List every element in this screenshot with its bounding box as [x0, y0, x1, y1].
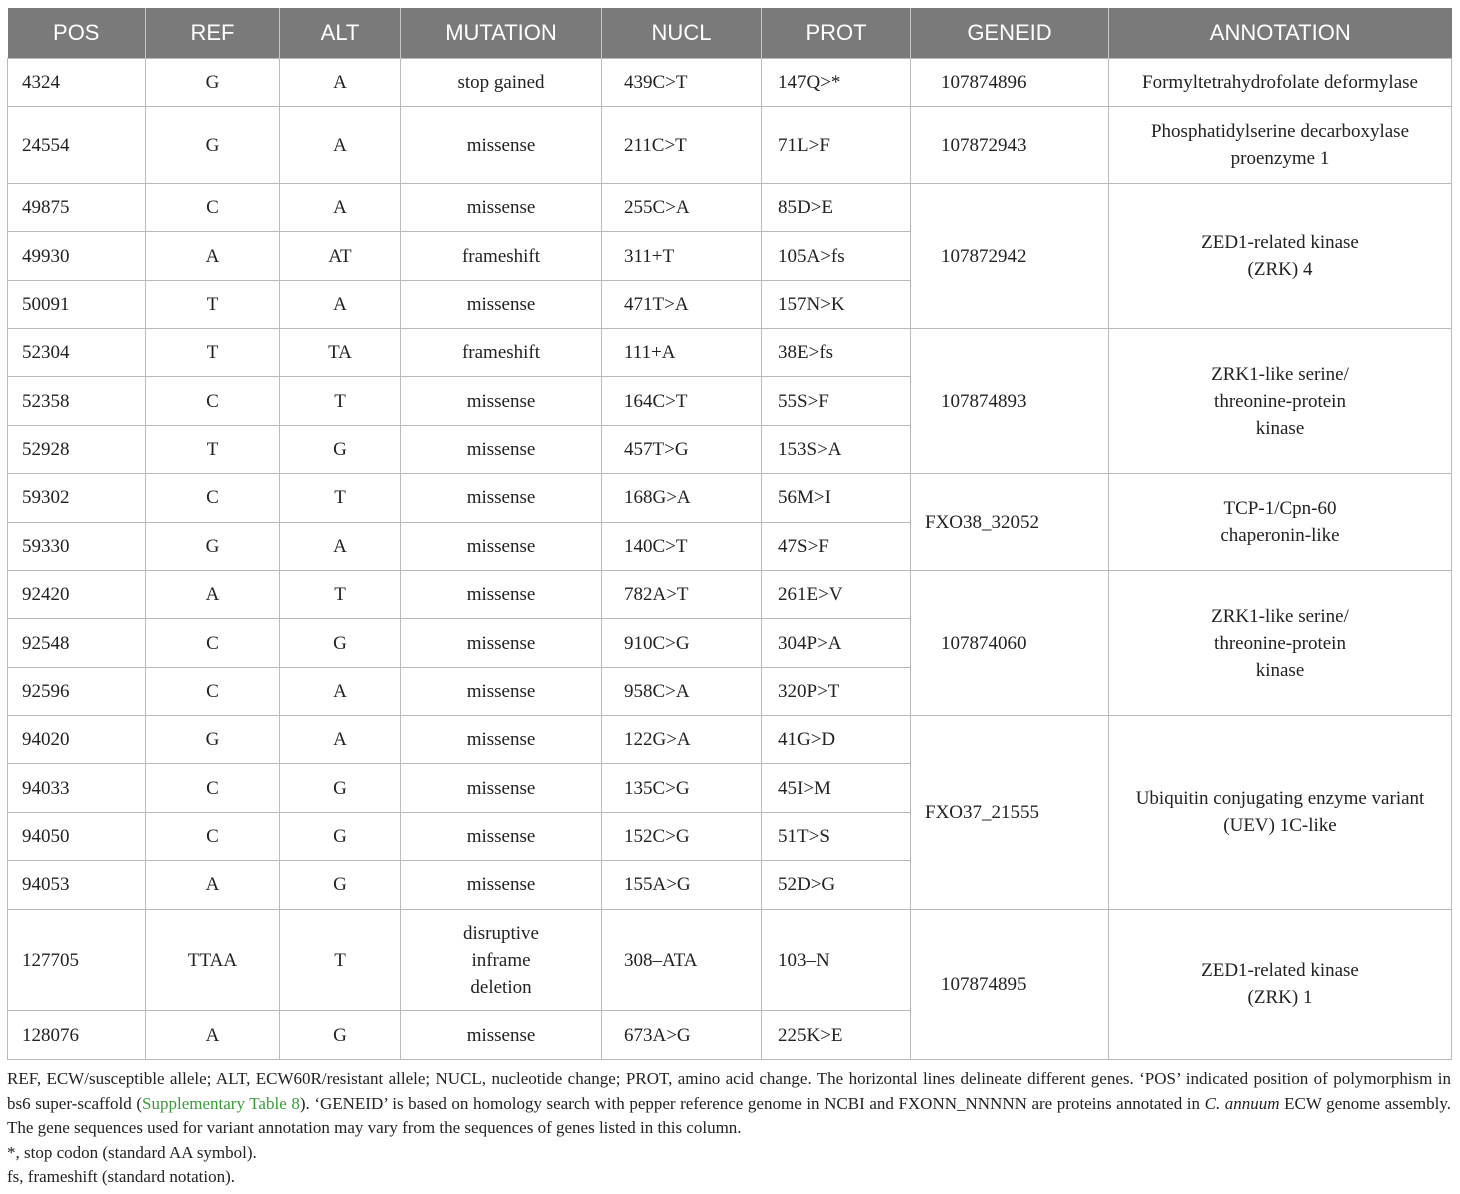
pos-cell: 59330 — [8, 522, 146, 570]
pos-cell: 52304 — [8, 329, 146, 377]
geneid-cell: 107874060 — [911, 570, 1109, 715]
mutation-cell: missense — [401, 764, 602, 812]
pos-cell: 52928 — [8, 425, 146, 473]
annotation-line: ZED1-related kinase — [1201, 232, 1359, 254]
variant-table — [7, 8, 1452, 1060]
pos-cell: 94053 — [8, 861, 146, 909]
nucl-cell: 122G>A — [602, 716, 762, 764]
prot-cell: 51T>S — [762, 812, 911, 860]
nucl-cell: 311+T — [602, 232, 762, 280]
ref-cell: C — [146, 619, 280, 667]
nucl-cell: 255C>A — [602, 183, 762, 231]
prot-cell: 304P>A — [762, 619, 911, 667]
alt-cell: TA — [280, 329, 401, 377]
col-header-nucl: NUCL — [602, 8, 762, 59]
col-header-annotation: ANNOTATION — [1109, 8, 1452, 59]
table-row — [8, 107, 1452, 184]
nucl-cell: 673A>G — [602, 1011, 762, 1060]
mutation-cell: stop gained — [401, 59, 602, 107]
alt-cell: A — [280, 183, 401, 231]
annotation-line: chaperonin-like — [1220, 525, 1340, 547]
nucl-cell: 168G>A — [602, 474, 762, 522]
footnote-abbreviations: REF, ECW/susceptible allele; ALT, ECW60R/resistant allele; NUCL, nucleotide change; PROT, amino acid change. The horizontal lines delineate different genes. ‘POS’ indicated position of polymorphism in bs6 super-scaffold (Supplementary Table 8). ‘GENEID’ is based on homology search with pepper reference genome in NCBI and FXONN_NNNNN are proteins annotated in C. annuum ECW genome assembly. The gene sequences used for variant annotation may vary from the sequences of genes listed in this column. — [7, 1069, 1451, 1137]
geneid-cell: 107872943 — [911, 107, 1109, 184]
mutation-cell: missense — [401, 716, 602, 764]
prot-cell: 153S>A — [762, 425, 911, 473]
annotation-cell — [1109, 474, 1452, 571]
geneid-cell: FXO37_21555 — [911, 716, 1109, 910]
table-row — [8, 183, 1452, 231]
alt-cell: G — [280, 619, 401, 667]
alt-cell: A — [280, 280, 401, 328]
alt-cell: G — [280, 764, 401, 812]
mutation-cell: missense — [401, 812, 602, 860]
mutation-cell: missense — [401, 280, 602, 328]
mutation-cell: missense — [401, 619, 602, 667]
table-footnote — [7, 1067, 1451, 1190]
ref-cell: G — [146, 107, 280, 184]
prot-cell: 320P>T — [762, 667, 911, 715]
nucl-cell: 958C>A — [602, 667, 762, 715]
ref-cell: C — [146, 183, 280, 231]
prot-cell: 47S>F — [762, 522, 911, 570]
pos-cell: 92420 — [8, 570, 146, 618]
mutation-cell: missense — [401, 474, 602, 522]
pos-cell: 49875 — [8, 183, 146, 231]
ref-cell: G — [146, 522, 280, 570]
col-header-pos: POS — [8, 8, 146, 59]
alt-cell: A — [280, 667, 401, 715]
geneid-cell: 107872942 — [911, 183, 1109, 328]
geneid-cell: FXO38_32052 — [911, 474, 1109, 571]
mutation-cell: missense — [401, 570, 602, 618]
pos-cell: 92596 — [8, 667, 146, 715]
ref-cell: G — [146, 716, 280, 764]
nucl-cell: 910C>G — [602, 619, 762, 667]
annotation-line: ZRK1-like serine/ — [1211, 363, 1349, 385]
annotation-cell — [1109, 716, 1452, 910]
nucl-cell: 457T>G — [602, 425, 762, 473]
annotation-cell — [1109, 329, 1452, 474]
annotation-cell — [1109, 909, 1452, 1059]
prot-cell: 105A>fs — [762, 232, 911, 280]
annotation-line: (UEV) 1C-like — [1223, 815, 1337, 837]
annotation-line: threonine-protein — [1214, 632, 1346, 654]
ref-cell: A — [146, 1011, 280, 1060]
alt-cell: T — [280, 377, 401, 425]
mutation-cell: missense — [401, 183, 602, 231]
table-row — [8, 909, 1452, 1011]
prot-cell: 52D>G — [762, 861, 911, 909]
ref-cell: A — [146, 570, 280, 618]
geneid-cell: 107874896 — [911, 59, 1109, 107]
ref-cell: C — [146, 812, 280, 860]
nucl-cell: 155A>G — [602, 861, 762, 909]
table-body — [8, 59, 1452, 1060]
col-header-prot: PROT — [762, 8, 911, 59]
annotation-cell — [1109, 107, 1452, 184]
pos-cell: 59302 — [8, 474, 146, 522]
prot-cell: 45I>M — [762, 764, 911, 812]
ref-cell: C — [146, 764, 280, 812]
alt-cell: A — [280, 107, 401, 184]
prot-cell: 103–N — [762, 909, 911, 1011]
alt-cell: G — [280, 425, 401, 473]
mutation-cell: frameshift — [401, 329, 602, 377]
table-row — [8, 474, 1452, 522]
nucl-cell: 152C>G — [602, 812, 762, 860]
pos-cell: 94020 — [8, 716, 146, 764]
ref-cell: TTAA — [146, 909, 280, 1011]
annotation-line: (ZRK) 1 — [1247, 987, 1313, 1009]
nucl-cell: 140C>T — [602, 522, 762, 570]
geneid-cell: 107874895 — [911, 909, 1109, 1059]
alt-cell: A — [280, 716, 401, 764]
prot-cell: 157N>K — [762, 280, 911, 328]
ref-cell: T — [146, 280, 280, 328]
alt-cell: T — [280, 909, 401, 1011]
mutation-cell — [401, 909, 602, 1011]
pos-cell: 49930 — [8, 232, 146, 280]
mutation-cell: missense — [401, 107, 602, 184]
prot-cell: 71L>F — [762, 107, 911, 184]
prot-cell: 85D>E — [762, 183, 911, 231]
prot-cell: 147Q>* — [762, 59, 911, 107]
ref-cell: T — [146, 425, 280, 473]
mutation-cell: missense — [401, 667, 602, 715]
nucl-cell: 135C>G — [602, 764, 762, 812]
col-header-ref: REF — [146, 8, 280, 59]
mutation-cell: missense — [401, 377, 602, 425]
species-name: C. annuum — [1204, 1093, 1280, 1113]
footnote-stop-codon: *, stop codon (standard AA symbol). — [7, 1142, 257, 1162]
mutation-cell: frameshift — [401, 232, 602, 280]
nucl-cell: 111+A — [602, 329, 762, 377]
mutation-cell: missense — [401, 522, 602, 570]
pos-cell: 94033 — [8, 764, 146, 812]
ref-cell: A — [146, 861, 280, 909]
alt-cell: G — [280, 812, 401, 860]
alt-cell: G — [280, 1011, 401, 1060]
annotation-cell — [1109, 570, 1452, 715]
mutation-cell: missense — [401, 1011, 602, 1060]
col-header-geneid: GENEID — [911, 8, 1109, 59]
pos-cell: 24554 — [8, 107, 146, 184]
mutation-line: deletion — [470, 976, 532, 998]
annotation-line: ZRK1-like serine/ — [1211, 605, 1349, 627]
mutation-cell: missense — [401, 861, 602, 909]
nucl-cell: 471T>A — [602, 280, 762, 328]
annotation-line: threonine-protein — [1214, 390, 1346, 412]
col-header-alt: ALT — [280, 8, 401, 59]
alt-cell: AT — [280, 232, 401, 280]
prot-cell: 261E>V — [762, 570, 911, 618]
geneid-cell: 107874893 — [911, 329, 1109, 474]
pos-cell: 52358 — [8, 377, 146, 425]
ref-cell: T — [146, 329, 280, 377]
table-row — [8, 716, 1452, 764]
alt-cell: G — [280, 861, 401, 909]
nucl-cell: 308–ATA — [602, 909, 762, 1011]
table-row — [8, 329, 1452, 377]
nucl-cell: 439C>T — [602, 59, 762, 107]
table-row — [8, 59, 1452, 107]
annotation-line: kinase — [1255, 659, 1305, 681]
nucl-cell: 164C>T — [602, 377, 762, 425]
nucl-cell: 211C>T — [602, 107, 762, 184]
annotation-cell — [1109, 59, 1452, 107]
footnote-frameshift: fs, frameshift (standard notation). — [7, 1167, 236, 1186]
table-row — [8, 570, 1452, 618]
supplementary-table-link[interactable]: Supplementary Table 8 — [142, 1093, 300, 1113]
annotation-line: Phosphatidylserine decarboxylase — [1150, 121, 1409, 143]
pos-cell: 92548 — [8, 619, 146, 667]
prot-cell: 55S>F — [762, 377, 911, 425]
prot-cell: 41G>D — [762, 716, 911, 764]
mutation-line: disruptive — [463, 922, 539, 944]
ref-cell: G — [146, 59, 280, 107]
prot-cell: 56M>I — [762, 474, 911, 522]
annotation-line: (ZRK) 4 — [1247, 259, 1313, 281]
annotation-line: Ubiquitin conjugating enzyme variant — [1135, 788, 1425, 810]
pos-cell: 4324 — [8, 59, 146, 107]
pos-cell: 128076 — [8, 1011, 146, 1060]
annotation-line: ZED1-related kinase — [1201, 960, 1359, 982]
pos-cell: 127705 — [8, 909, 146, 1011]
alt-cell: A — [280, 522, 401, 570]
annotation-line: proenzyme 1 — [1230, 148, 1330, 170]
table-header — [8, 8, 1452, 59]
annotation-cell — [1109, 183, 1452, 328]
ref-cell: C — [146, 377, 280, 425]
alt-cell: T — [280, 474, 401, 522]
pos-cell: 50091 — [8, 280, 146, 328]
alt-cell: A — [280, 59, 401, 107]
annotation-line: kinase — [1255, 417, 1305, 439]
mutation-cell: missense — [401, 425, 602, 473]
ref-cell: A — [146, 232, 280, 280]
ref-cell: C — [146, 667, 280, 715]
pos-cell: 94050 — [8, 812, 146, 860]
prot-cell: 225K>E — [762, 1011, 911, 1060]
nucl-cell: 782A>T — [602, 570, 762, 618]
col-header-mutation: MUTATION — [401, 8, 602, 59]
mutation-line: inframe — [471, 949, 531, 971]
annotation-line: Formyltetrahydrofolate deformylase — [1142, 72, 1418, 94]
prot-cell: 38E>fs — [762, 329, 911, 377]
annotation-line: TCP-1/Cpn-60 — [1223, 498, 1337, 520]
alt-cell: T — [280, 570, 401, 618]
ref-cell: C — [146, 474, 280, 522]
